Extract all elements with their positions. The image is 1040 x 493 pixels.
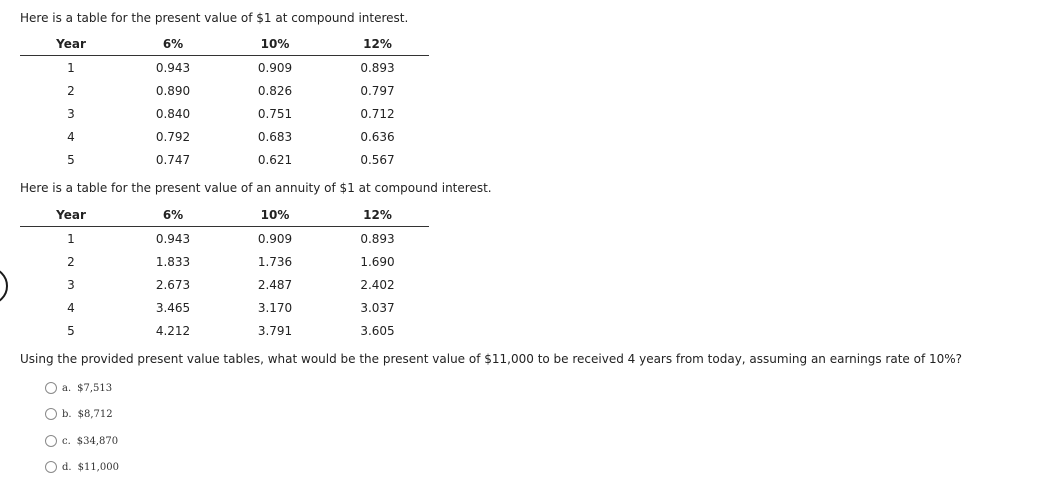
table-row bbox=[20, 273, 429, 296]
value-cell: 0.943 bbox=[155, 60, 191, 75]
value-cell: 1.736 bbox=[257, 254, 293, 269]
value-cell: 4.212 bbox=[155, 323, 191, 338]
option-label bbox=[62, 436, 118, 447]
option-letter: d. bbox=[62, 461, 72, 473]
radio-button-a[interactable] bbox=[45, 382, 57, 394]
value-cell: 3.170 bbox=[257, 300, 293, 315]
radio-button-d[interactable] bbox=[45, 461, 57, 473]
header-10-percent: 10% bbox=[224, 204, 326, 227]
value-cell: 0.567 bbox=[360, 152, 395, 167]
value-cell: 0.636 bbox=[360, 129, 395, 144]
table-row bbox=[20, 56, 429, 80]
present-value-table bbox=[20, 33, 429, 171]
year-cell: 3 bbox=[67, 277, 75, 292]
year-cell: 1 bbox=[67, 60, 75, 75]
value-cell: 2.402 bbox=[360, 277, 395, 292]
answer-option-a[interactable] bbox=[45, 381, 112, 395]
header-12-percent: 12% bbox=[326, 204, 429, 227]
edge-circle-decoration bbox=[0, 267, 8, 305]
table2-intro: Here is a table for the present value of an annuity of $1 at compound interest. bbox=[20, 181, 492, 195]
year-cell: 2 bbox=[67, 83, 75, 98]
value-cell: 0.909 bbox=[257, 231, 293, 246]
value-cell: 2.487 bbox=[257, 277, 293, 292]
value-cell: 3.791 bbox=[257, 323, 293, 338]
value-cell: 0.943 bbox=[155, 231, 191, 246]
option-label bbox=[62, 409, 113, 420]
table-row bbox=[20, 319, 429, 342]
year-cell: 2 bbox=[67, 254, 75, 269]
option-label bbox=[62, 383, 112, 394]
value-cell: 3.037 bbox=[360, 300, 395, 315]
table-header-row bbox=[20, 33, 429, 56]
year-cell: 4 bbox=[67, 300, 75, 315]
option-letter: b. bbox=[62, 408, 72, 420]
question-text: Using the provided present value tables, what would be the present value of $11,000 to be received 4 years from today, assuming an earnings rate of 10%? bbox=[20, 352, 963, 366]
table-row bbox=[20, 250, 429, 273]
radio-button-b[interactable] bbox=[45, 408, 57, 420]
header-6-percent: 6% bbox=[122, 204, 224, 227]
table1-intro: Here is a table for the present value of $1 at compound interest. bbox=[20, 11, 409, 25]
year-cell: 5 bbox=[67, 152, 75, 167]
value-cell: 0.747 bbox=[155, 152, 191, 167]
header-10-percent: 10% bbox=[224, 33, 326, 56]
value-cell: 0.797 bbox=[360, 83, 395, 98]
option-label bbox=[62, 462, 119, 473]
value-cell: 0.683 bbox=[257, 129, 293, 144]
header-year: Year bbox=[20, 204, 122, 227]
table-row bbox=[20, 79, 429, 102]
value-cell: 1.690 bbox=[360, 254, 395, 269]
option-value: $34,870 bbox=[76, 435, 119, 447]
option-value: $7,513 bbox=[77, 382, 113, 394]
value-cell: 3.465 bbox=[155, 300, 191, 315]
option-value: $11,000 bbox=[77, 461, 119, 473]
answer-option-b[interactable] bbox=[45, 407, 113, 421]
value-cell: 0.893 bbox=[360, 60, 395, 75]
value-cell: 0.826 bbox=[257, 83, 293, 98]
value-cell: 3.605 bbox=[360, 323, 395, 338]
year-cell: 1 bbox=[67, 231, 75, 246]
value-cell: 0.792 bbox=[155, 129, 191, 144]
value-cell: 0.621 bbox=[257, 152, 293, 167]
option-letter: c. bbox=[62, 435, 71, 447]
value-cell: 0.712 bbox=[360, 106, 395, 121]
header-12-percent: 12% bbox=[326, 33, 429, 56]
value-cell: 0.893 bbox=[360, 231, 395, 246]
value-cell: 0.840 bbox=[155, 106, 191, 121]
table-header-row bbox=[20, 204, 429, 227]
annuity-table bbox=[20, 204, 429, 342]
option-letter: a. bbox=[62, 382, 72, 394]
answer-option-d[interactable] bbox=[45, 460, 119, 474]
answer-option-c[interactable] bbox=[45, 434, 118, 448]
table-row bbox=[20, 227, 429, 251]
year-cell: 5 bbox=[67, 323, 75, 338]
value-cell: 0.751 bbox=[257, 106, 293, 121]
header-year: Year bbox=[20, 33, 122, 56]
table-row bbox=[20, 125, 429, 148]
value-cell: 0.890 bbox=[155, 83, 191, 98]
header-6-percent: 6% bbox=[122, 33, 224, 56]
radio-button-c[interactable] bbox=[45, 435, 57, 447]
value-cell: 1.833 bbox=[155, 254, 191, 269]
year-cell: 3 bbox=[67, 106, 75, 121]
table-row bbox=[20, 296, 429, 319]
value-cell: 0.909 bbox=[257, 60, 293, 75]
table-row bbox=[20, 102, 429, 125]
year-cell: 4 bbox=[67, 129, 75, 144]
value-cell: 2.673 bbox=[155, 277, 191, 292]
table-row bbox=[20, 148, 429, 171]
option-value: $8,712 bbox=[77, 408, 113, 420]
